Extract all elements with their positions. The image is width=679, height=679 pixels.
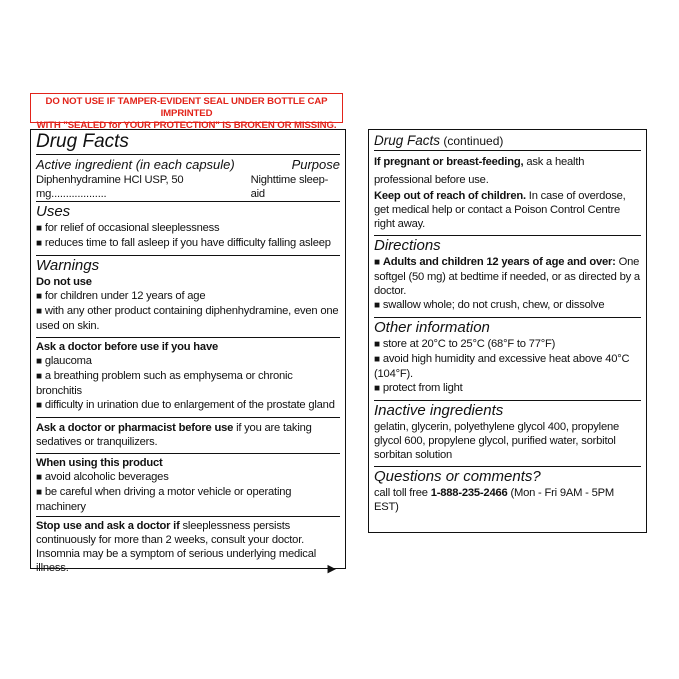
ask-pharmacist-text: Ask a doctor or pharmacist before use if you are taking sedatives or tranquilizers. xyxy=(36,422,312,448)
phone-line: call toll free 1-888-235-2466 (Mon - Fri 9AM - 5PM EST) xyxy=(374,487,614,513)
ingredient-purpose: Nighttime sleep-aid xyxy=(250,174,329,200)
continued-title-section xyxy=(374,132,641,150)
when-using-label: When using this product xyxy=(36,457,163,469)
ingredient-name: Diphenhydramine HCl USP, 50 mg xyxy=(36,174,184,200)
active-ingredient-header-row xyxy=(36,157,340,173)
seal-warning-line-2: WITH "SEALED for YOUR PROTECTION" IS BROKEN OR MISSING. xyxy=(36,120,337,131)
ask-doctor-item: ■ a breathing problem such as emphysema or chronic bronchitis xyxy=(36,369,340,398)
other-info-item: ■ avoid high humidity and excessive heat above 40°C (104°F). xyxy=(374,352,641,381)
warnings-section xyxy=(36,255,340,333)
pregnancy-section xyxy=(374,150,641,231)
pregnancy-text: If pregnant or breast-feeding, ask a health professional before use. xyxy=(374,156,585,186)
inactive-ingredients-text: gelatin, glycerin, polyethylene glycol 400, propylene glycol 600, propylene glycol, purified water, sorbitol sorbitan solution xyxy=(374,421,620,461)
uses-item: ■ reduces time to fall asleep if you have difficulty falling asleep xyxy=(36,236,340,251)
children-label: Keep out of reach of children. xyxy=(374,190,526,202)
drug-facts-panel xyxy=(30,129,346,575)
phone-hours: (Mon - Fri 9AM - 5PM EST) xyxy=(374,487,614,513)
warnings-heading: Warnings xyxy=(36,257,100,274)
uses-section xyxy=(36,201,340,251)
active-ingredient-section xyxy=(36,154,340,201)
ask-doctor-section xyxy=(36,337,340,413)
purpose-heading: Purpose xyxy=(291,157,340,172)
leader-dots: ................... xyxy=(51,188,107,200)
seal-warning-line-1: DO NOT USE IF TAMPER-EVIDENT SEAL UNDER BOTTLE CAP IMPRINTED xyxy=(45,96,328,119)
directions-item: ■ swallow whole; do not crush, chew, or dissolve xyxy=(374,298,641,313)
inactive-ingredients-section xyxy=(374,400,641,462)
directions-section xyxy=(374,235,641,313)
title-section xyxy=(36,130,340,154)
uses-heading: Uses xyxy=(36,203,71,220)
active-ingredient-heading: Active ingredient (in each capsule) xyxy=(36,157,235,172)
ingredient-row xyxy=(36,173,340,201)
stop-use-text: Stop use and ask a doctor if sleeplessness persists continuously for more than 2 weeks, consult your doctor. Insomnia may be a symptom of serious underlying medical illness. xyxy=(36,520,317,574)
phone-number: 1-888-235-2466 xyxy=(430,487,508,499)
ask-doctor-item: ■ difficulty in urination due to enlargement of the prostate gland xyxy=(36,398,340,413)
pregnancy-label: If pregnant or breast-feeding, xyxy=(374,156,524,168)
questions-heading: Questions or comments? xyxy=(374,468,541,485)
when-using-item: ■ be careful when driving a motor vehicle or operating machinery xyxy=(36,485,340,514)
stop-use-label: Stop use and ask a doctor if xyxy=(36,520,180,532)
directions-heading: Directions xyxy=(374,237,441,254)
stop-use-section xyxy=(36,516,340,575)
do-not-use-item: ■ for children under 12 years of age xyxy=(36,289,340,304)
ask-pharmacist-section xyxy=(36,417,340,449)
ask-pharmacist-label: Ask a doctor or pharmacist before use xyxy=(36,422,234,434)
drug-facts-title: Drug Facts xyxy=(36,131,129,152)
do-not-use-item: ■ with any other product containing diphenhydramine, even one used on skin. xyxy=(36,304,340,333)
questions-section xyxy=(374,466,641,514)
directions-label: Adults and children 12 years of age and over: xyxy=(382,256,616,268)
tamper-seal-warning xyxy=(30,93,343,131)
other-info-section xyxy=(374,317,641,396)
ask-doctor-label: Ask a doctor before use if you have xyxy=(36,341,218,353)
do-not-use-label: Do not use xyxy=(36,276,92,288)
other-info-item: ■ protect from light xyxy=(374,381,641,396)
when-using-item: ■ avoid alcoholic beverages xyxy=(36,470,340,485)
uses-item: ■ for relief of occasional sleeplessness xyxy=(36,221,340,236)
other-info-item: ■ store at 20°C to 25°C (68°F to 77°F) xyxy=(374,337,641,352)
continued-title-main: Drug Facts xyxy=(374,133,441,148)
other-info-heading: Other information xyxy=(374,319,490,336)
continued-title xyxy=(374,132,641,150)
drug-facts-continued-panel xyxy=(368,129,647,533)
ask-doctor-item: ■ glaucoma xyxy=(36,354,340,369)
continued-suffix: (continued) xyxy=(440,134,504,148)
directions-item: ■ Adults and children 12 years of age and over: One softgel (50 mg) at bedtime if needed, or as directed by a doctor. xyxy=(374,255,641,298)
children-text: Keep out of reach of children. In case of overdose, get medical help or contact a Poison Control Centre right away. xyxy=(374,190,626,230)
inactive-ingredients-heading: Inactive ingredients xyxy=(374,402,504,419)
when-using-section xyxy=(36,453,340,514)
continue-arrow-icon: ▶ xyxy=(327,563,336,575)
